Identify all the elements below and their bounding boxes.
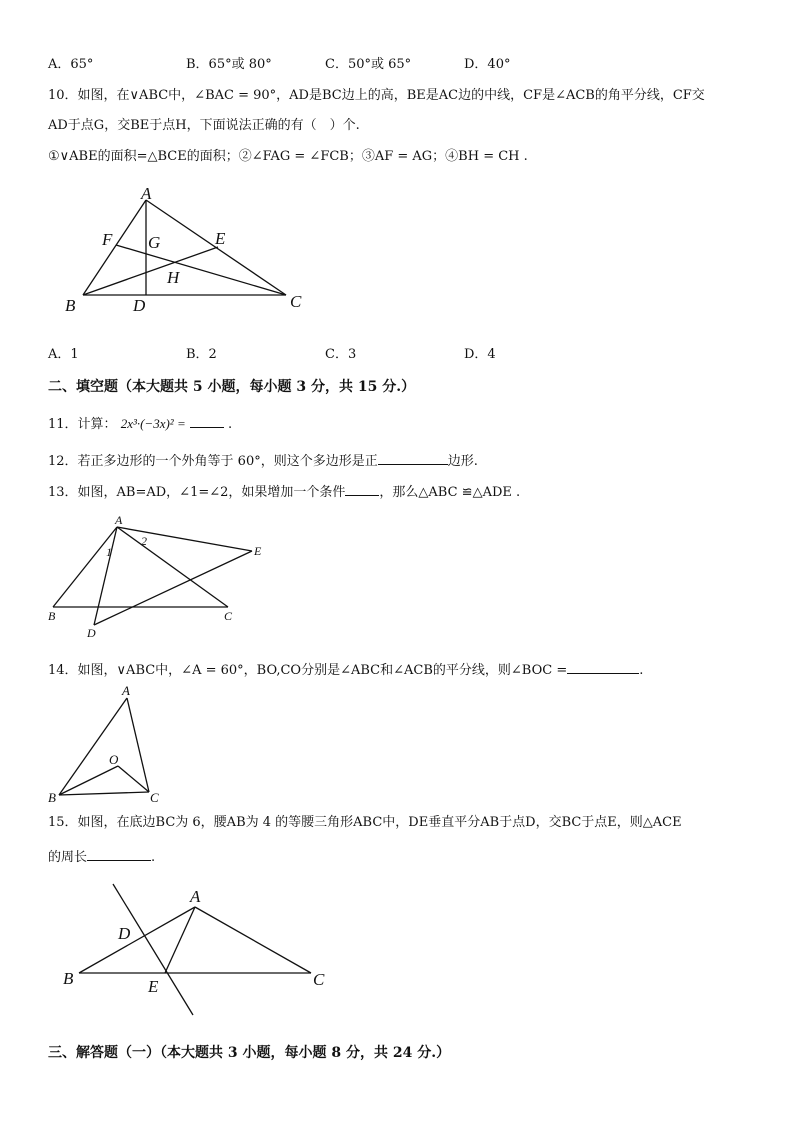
q10-label-c: C xyxy=(290,292,302,311)
q14-label-o: O xyxy=(109,752,119,767)
q10-option-a: A．1 xyxy=(48,347,79,362)
q10-stem-line-1: 10．如图，在∨ABC中，∠BAC = 90°，AD是BC边上的高，BE是AC边的中线，CF是∠ACB的角平分线，CF交 xyxy=(48,88,705,103)
q10-option-c: C．3 xyxy=(325,347,357,362)
q14-label-c: C xyxy=(150,790,159,805)
q10-label-a: A xyxy=(141,184,152,203)
q9-option-d: D．40° xyxy=(464,57,511,72)
q10-option-b: B．2 xyxy=(186,347,217,362)
section-3-heading: 三、解答题（一）（本大题共 3 小题，每小题 8 分，共 24 分.） xyxy=(48,1045,451,1061)
q13-label-angle-2: 2 xyxy=(141,534,147,548)
q15-label-a: A xyxy=(190,887,201,906)
q13-label-a: A xyxy=(115,513,123,527)
q11-expression: 2x³·(−3x)² = xyxy=(120,416,186,431)
q15-label-d: D xyxy=(118,924,131,943)
q10-stem-line-2: AD于点G，交BE于点H，下面说法正确的有（ ）个. xyxy=(48,118,360,133)
q10-label-e: E xyxy=(215,229,226,248)
q9-option-a: A．65° xyxy=(48,57,94,72)
q13-label-b: B xyxy=(48,609,56,623)
q15-stem-line-1: 15．如图，在底边BC为 6，腰AB为 4 的等腰三角形ABC中，DE垂直平分AB于点D，交BC于点E，则△ACE xyxy=(48,815,682,830)
q13-label-d: D xyxy=(87,626,96,640)
q10-option-d: D．4 xyxy=(464,347,496,362)
q12-suffix: 边形. xyxy=(447,454,478,469)
q10-label-h: H xyxy=(167,268,180,287)
q11-prefix: 11．计算： xyxy=(48,417,117,432)
q15-label-c: C xyxy=(313,970,325,989)
q15-line2-suffix: . xyxy=(151,850,156,865)
q15-label-e: E xyxy=(148,977,159,996)
section-2-heading: 二、填空题（本大题共 5 小题，每小题 3 分，共 15 分.） xyxy=(48,379,416,395)
q11-suffix: . xyxy=(228,417,233,432)
q13-label-c: C xyxy=(224,609,233,623)
q13-prefix: 13．如图，AB=AD，∠1=∠2，如果增加一个条件 xyxy=(48,485,346,500)
q9-option-c: C．50°或 65° xyxy=(325,57,412,72)
q13-label-e: E xyxy=(254,544,262,558)
q10-label-g: G xyxy=(148,233,161,252)
q14-suffix: . xyxy=(639,663,644,678)
q14-prefix: 14．如图，∨ABC中，∠A = 60°，BO,CO分别是∠ABC和∠ACB的平分线，则∠BOC = xyxy=(48,663,568,678)
q10-label-b: B xyxy=(65,296,76,315)
q14-label-a: A xyxy=(122,683,130,698)
q15-segment-ac xyxy=(195,907,311,973)
q10-label-f: F xyxy=(102,230,113,249)
q15-segment-ae xyxy=(165,907,195,973)
q12-prefix: 12．若正多边形的一个外角等于 60°，则这个多边形是正 xyxy=(48,454,378,469)
q10-label-d: D xyxy=(133,296,146,315)
q15-label-b: B xyxy=(63,969,74,988)
q9-option-b: B．65°或 80° xyxy=(186,57,272,72)
q15-line2-prefix: 的周长 xyxy=(48,850,88,865)
q14-label-b: B xyxy=(48,790,56,805)
q13-label-angle-1: 1 xyxy=(106,545,112,559)
q15-segment-ab xyxy=(79,907,195,973)
q10-statements: ①∨ABE的面积=△BCE的面积；②∠FAG = ∠FCB；③AF = AG；④BH = CH . xyxy=(48,149,528,164)
q13-suffix: ，那么△ABC ≌△ADE . xyxy=(379,485,521,500)
